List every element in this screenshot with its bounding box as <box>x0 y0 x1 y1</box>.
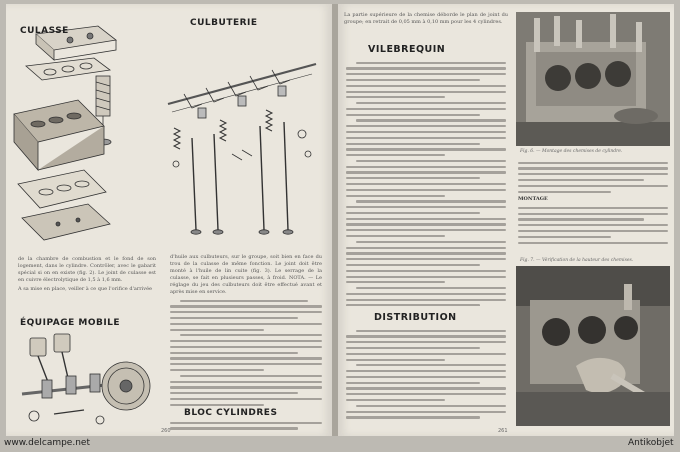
distribution-heading: DISTRIBUTION <box>374 312 457 323</box>
equipage-mobile-heading: ÉQUIPAGE MOBILE <box>20 318 121 328</box>
culasse-text-2: A sa mise en place, veiller à ce que l'orifice d'arrivée <box>18 286 153 292</box>
vilebrequin-text-column <box>346 58 506 306</box>
figure-7-caption: Fig. 7. — Vérification de la hauteur des chemises. <box>520 258 634 263</box>
bloc-cylindres-heading: BLOC CYLINDRES <box>184 408 278 418</box>
culasse-heading: CULASSE <box>20 26 69 36</box>
right-page-number: 261 <box>498 428 508 434</box>
chemise-hauteur-photo <box>516 266 670 426</box>
culasse-text-column <box>18 256 156 312</box>
vilebrequin-heading: VILEBREQUIN <box>368 44 446 55</box>
culbuterie-diagram <box>162 34 322 248</box>
figure-6-caption: Fig. 6. — Montage des chemises de cylindre. <box>520 149 623 154</box>
culasse-diagram <box>8 14 132 258</box>
culbuterie-heading: CULBUTERIE <box>190 18 258 28</box>
right-page <box>338 4 674 436</box>
distribution-text-column <box>346 326 506 428</box>
left-page-number: 260 <box>161 428 171 434</box>
watermark-right: Antikobjet <box>628 438 674 448</box>
right-intro-text <box>344 12 508 38</box>
bloc-cylindres-text <box>170 418 322 430</box>
watermark-left: www.delcampe.net <box>4 438 90 448</box>
right-intro-paragraph: La partie supérieure de la chemise déborde le plan de joint du groupe; en retrait de 0,05 mm à 0,10 mm pour les 4 cylindres. <box>344 12 508 25</box>
left-page <box>6 4 332 436</box>
right-column-text <box>518 158 668 260</box>
culasse-text: de la chambre de combustion et le fond de son logement, dans le cylindre. Contrôler, avec le gabarit spécial si on en existe (fig. 2). Le joint de culasse est en cuivre électrolytique de 1,5 à 1,6 mm. <box>18 256 156 283</box>
chemise-montage-photo <box>516 12 670 146</box>
middle-text-column <box>170 254 322 406</box>
montage-label: MONTAGE <box>518 196 548 203</box>
equipage-mobile-diagram <box>14 330 154 430</box>
middle-text-intro: d'huile aux culbuteurs, sur le groupe, soit bien en face du trou de la culasse de même fonction. Le joint doit être monté à l'huile de lin cuite (fig. 3). Le serrage de la culasse, se fait en plusieurs passes, à froid. NOTA. — Le réglage du jeu des culbuteurs doit être effectué avant et après mise en service. <box>170 254 322 295</box>
